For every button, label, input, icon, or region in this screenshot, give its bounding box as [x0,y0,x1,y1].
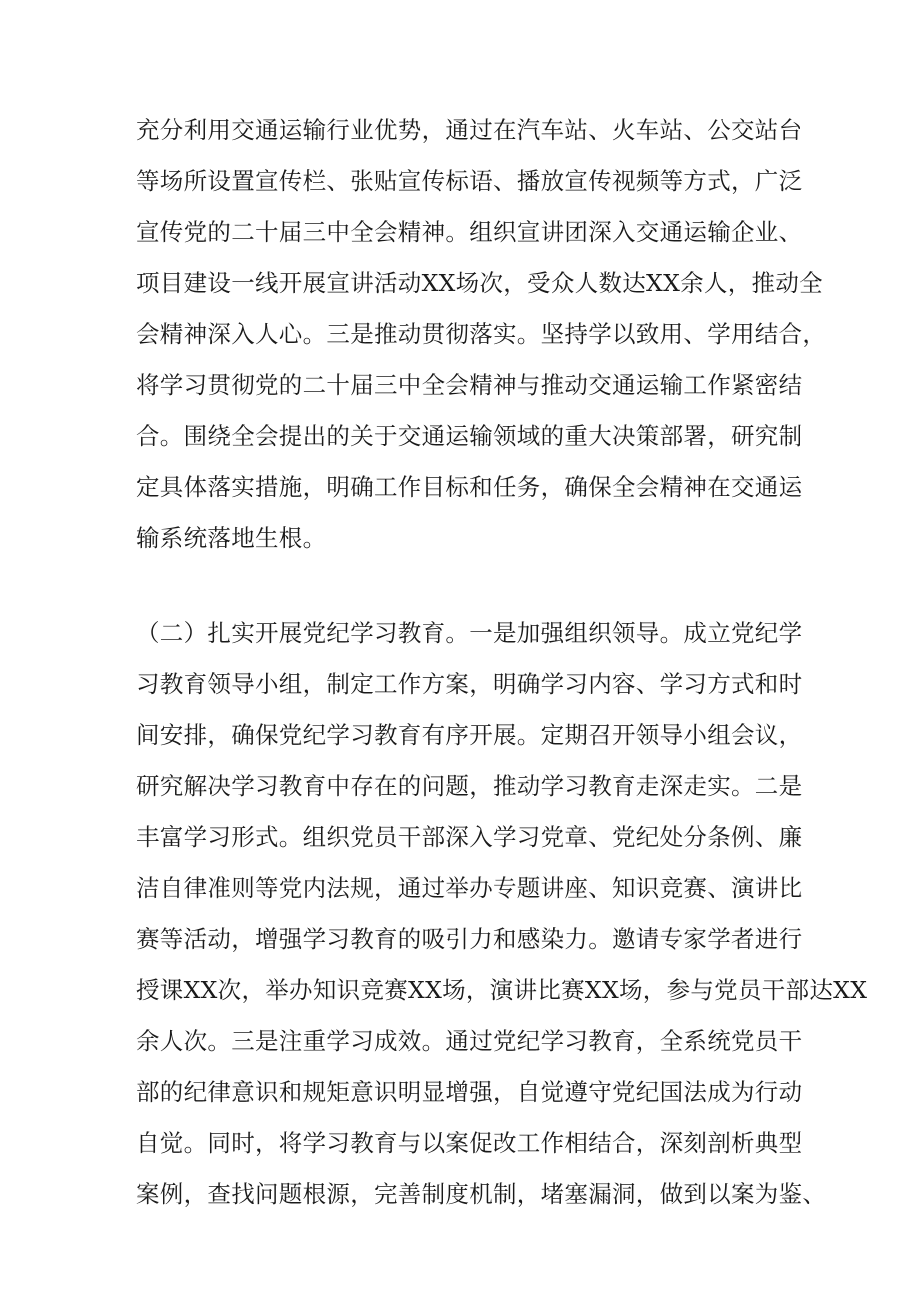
text-line: 余人次。三是注重学习成效。通过党纪学习教育，全系统党员干 [136,1027,803,1055]
text-line: 将学习贯彻党的二十届三中全会精神与推动交通运输工作紧密结 [136,371,803,399]
text-line: 定具体落实措施，明确工作目标和任务，确保全会精神在交通运 [136,473,803,501]
text-line: 丰富学习形式。组织党员干部深入学习党章、党纪处分条例、廉 [136,823,803,851]
text-line: 洁自律准则等党内法规，通过举办专题讲座、知识竞赛、演讲比 [136,874,803,902]
text-line: 会精神深入人心。三是推动贯彻落实。坚持学以致用、学用结合， [136,320,827,348]
text-line: 部的纪律意识和规矩意识明显增强，自觉遵守党纪国法成为行动 [136,1078,803,1106]
text-line: 授课XX次，举办知识竞赛XX场，演讲比赛XX场，参与党员干部达XX [136,976,868,1004]
text-line: 案例，查找问题根源，完善制度机制，堵塞漏洞，做到以案为鉴、 [136,1180,827,1208]
text-line: 宣传党的二十届三中全会精神。组织宣讲团深入交通运输企业、 [136,218,803,246]
text-line: 输系统落地生根。 [136,524,327,552]
text-line: 习教育领导小组，制定工作方案，明确学习内容、学习方式和时 [136,670,803,698]
text-line: 项目建设一线开展宣讲活动XX场次，受众人数达XX余人，推动全 [136,269,823,297]
text-line: 间安排，确保党纪学习教育有序开展。定期召开领导小组会议， [136,721,803,749]
text-line: （二）扎实开展党纪学习教育。一是加强组织领导。成立党纪学 [136,619,803,647]
text-line: 研究解决学习教育中存在的问题，推动学习教育走深走实。二是 [136,772,803,800]
text-line: 赛等活动，增强学习教育的吸引力和感染力。邀请专家学者进行 [136,925,803,953]
text-line: 等场所设置宣传栏、张贴宣传标语、播放宣传视频等方式，广泛 [136,167,803,195]
text-line: 合。围绕全会提出的关于交通运输领域的重大决策部署，研究制 [136,422,803,450]
text-line: 自觉。同时，将学习教育与以案促改工作相结合，深刻剖析典型 [136,1129,803,1157]
text-line: 充分利用交通运输行业优势，通过在汽车站、火车站、公交站台 [136,116,803,144]
